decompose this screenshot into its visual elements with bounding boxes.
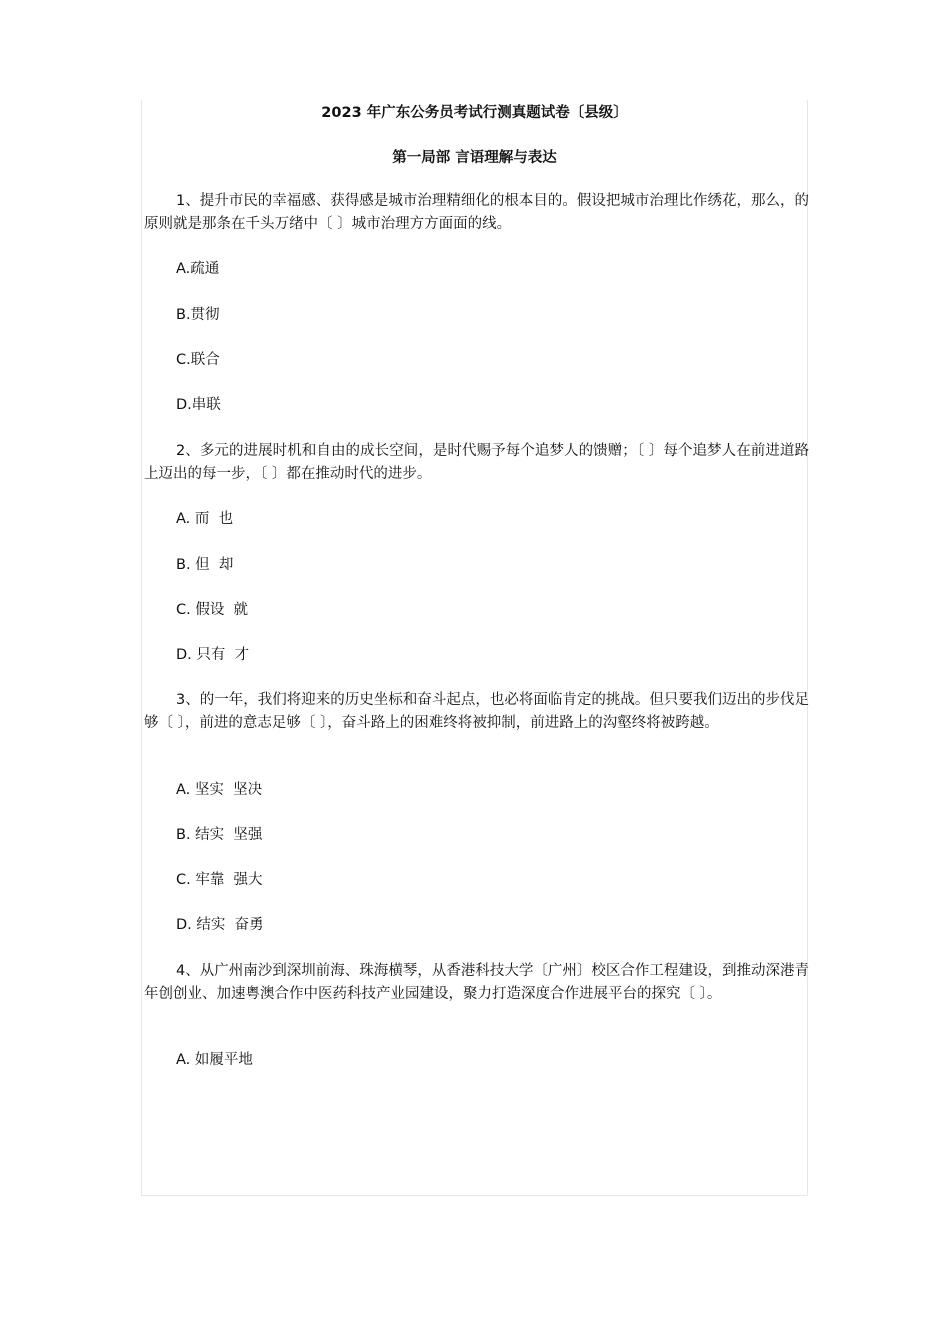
question-1-option-d[interactable]: D.串联 [176, 397, 221, 413]
question-1-text: 1、提升市民的幸福感、获得感是城市治理精细化的根本目的。假设把城市治理比作绣花，那么，的原则就是那条在千头万绪中〔 〕城市治理方方面面的线。 [144, 193, 809, 232]
question-2-option-a[interactable]: A. 而 也 [176, 511, 234, 527]
question-1-option-a[interactable]: A.疏通 [176, 261, 220, 277]
question-4-option-a[interactable]: A. 如履平地 [176, 1052, 253, 1068]
question-3-text: 3、的一年，我们将迎来的历史坐标和奋斗起点，也必将面临肯定的挑战。但只要我们迈出的步伐足够〔 〕，前进的意志足够〔 〕，奋斗路上的困难终将被抑制，前进路上的沟壑终将被跨越。 [144, 692, 809, 731]
question-2-text: 2、多元的进展时机和自由的成长空间，是时代赐予每个追梦人的馈赠；〔 〕每个追梦人在前进道路上迈出的每一步，〔 〕都在推动时代的进步。 [144, 443, 809, 482]
question-1-option-b[interactable]: B.贯彻 [176, 307, 220, 323]
question-3-option-b[interactable]: B. 结实 坚强 [176, 827, 263, 843]
question-2-option-d[interactable]: D. 只有 才 [176, 647, 250, 663]
question-4-text: 4、从广州南沙到深圳前海、珠海横琴，从香港科技大学〔广州〕校区合作工程建设，到推动深港青年创创业、加速粤澳合作中医药科技产业园建设，聚力打造深度合作进展平台的探究〔 〕。 [144, 963, 809, 1002]
question-3-option-a[interactable]: A. 坚实 坚决 [176, 782, 263, 798]
question-3-option-c[interactable]: C. 牢靠 强大 [176, 872, 263, 888]
question-1-option-c[interactable]: C.联合 [176, 352, 220, 368]
question-3-option-d[interactable]: D. 结实 奋勇 [176, 917, 264, 933]
question-2-option-c[interactable]: C. 假设 就 [176, 602, 249, 618]
question-2-option-b[interactable]: B. 但 却 [176, 557, 234, 573]
document-title: 2023 年广东公务员考试行测真题试卷〔县级〕 [321, 105, 628, 121]
section-title: 第一局部 言语理解与表达 [392, 150, 557, 166]
